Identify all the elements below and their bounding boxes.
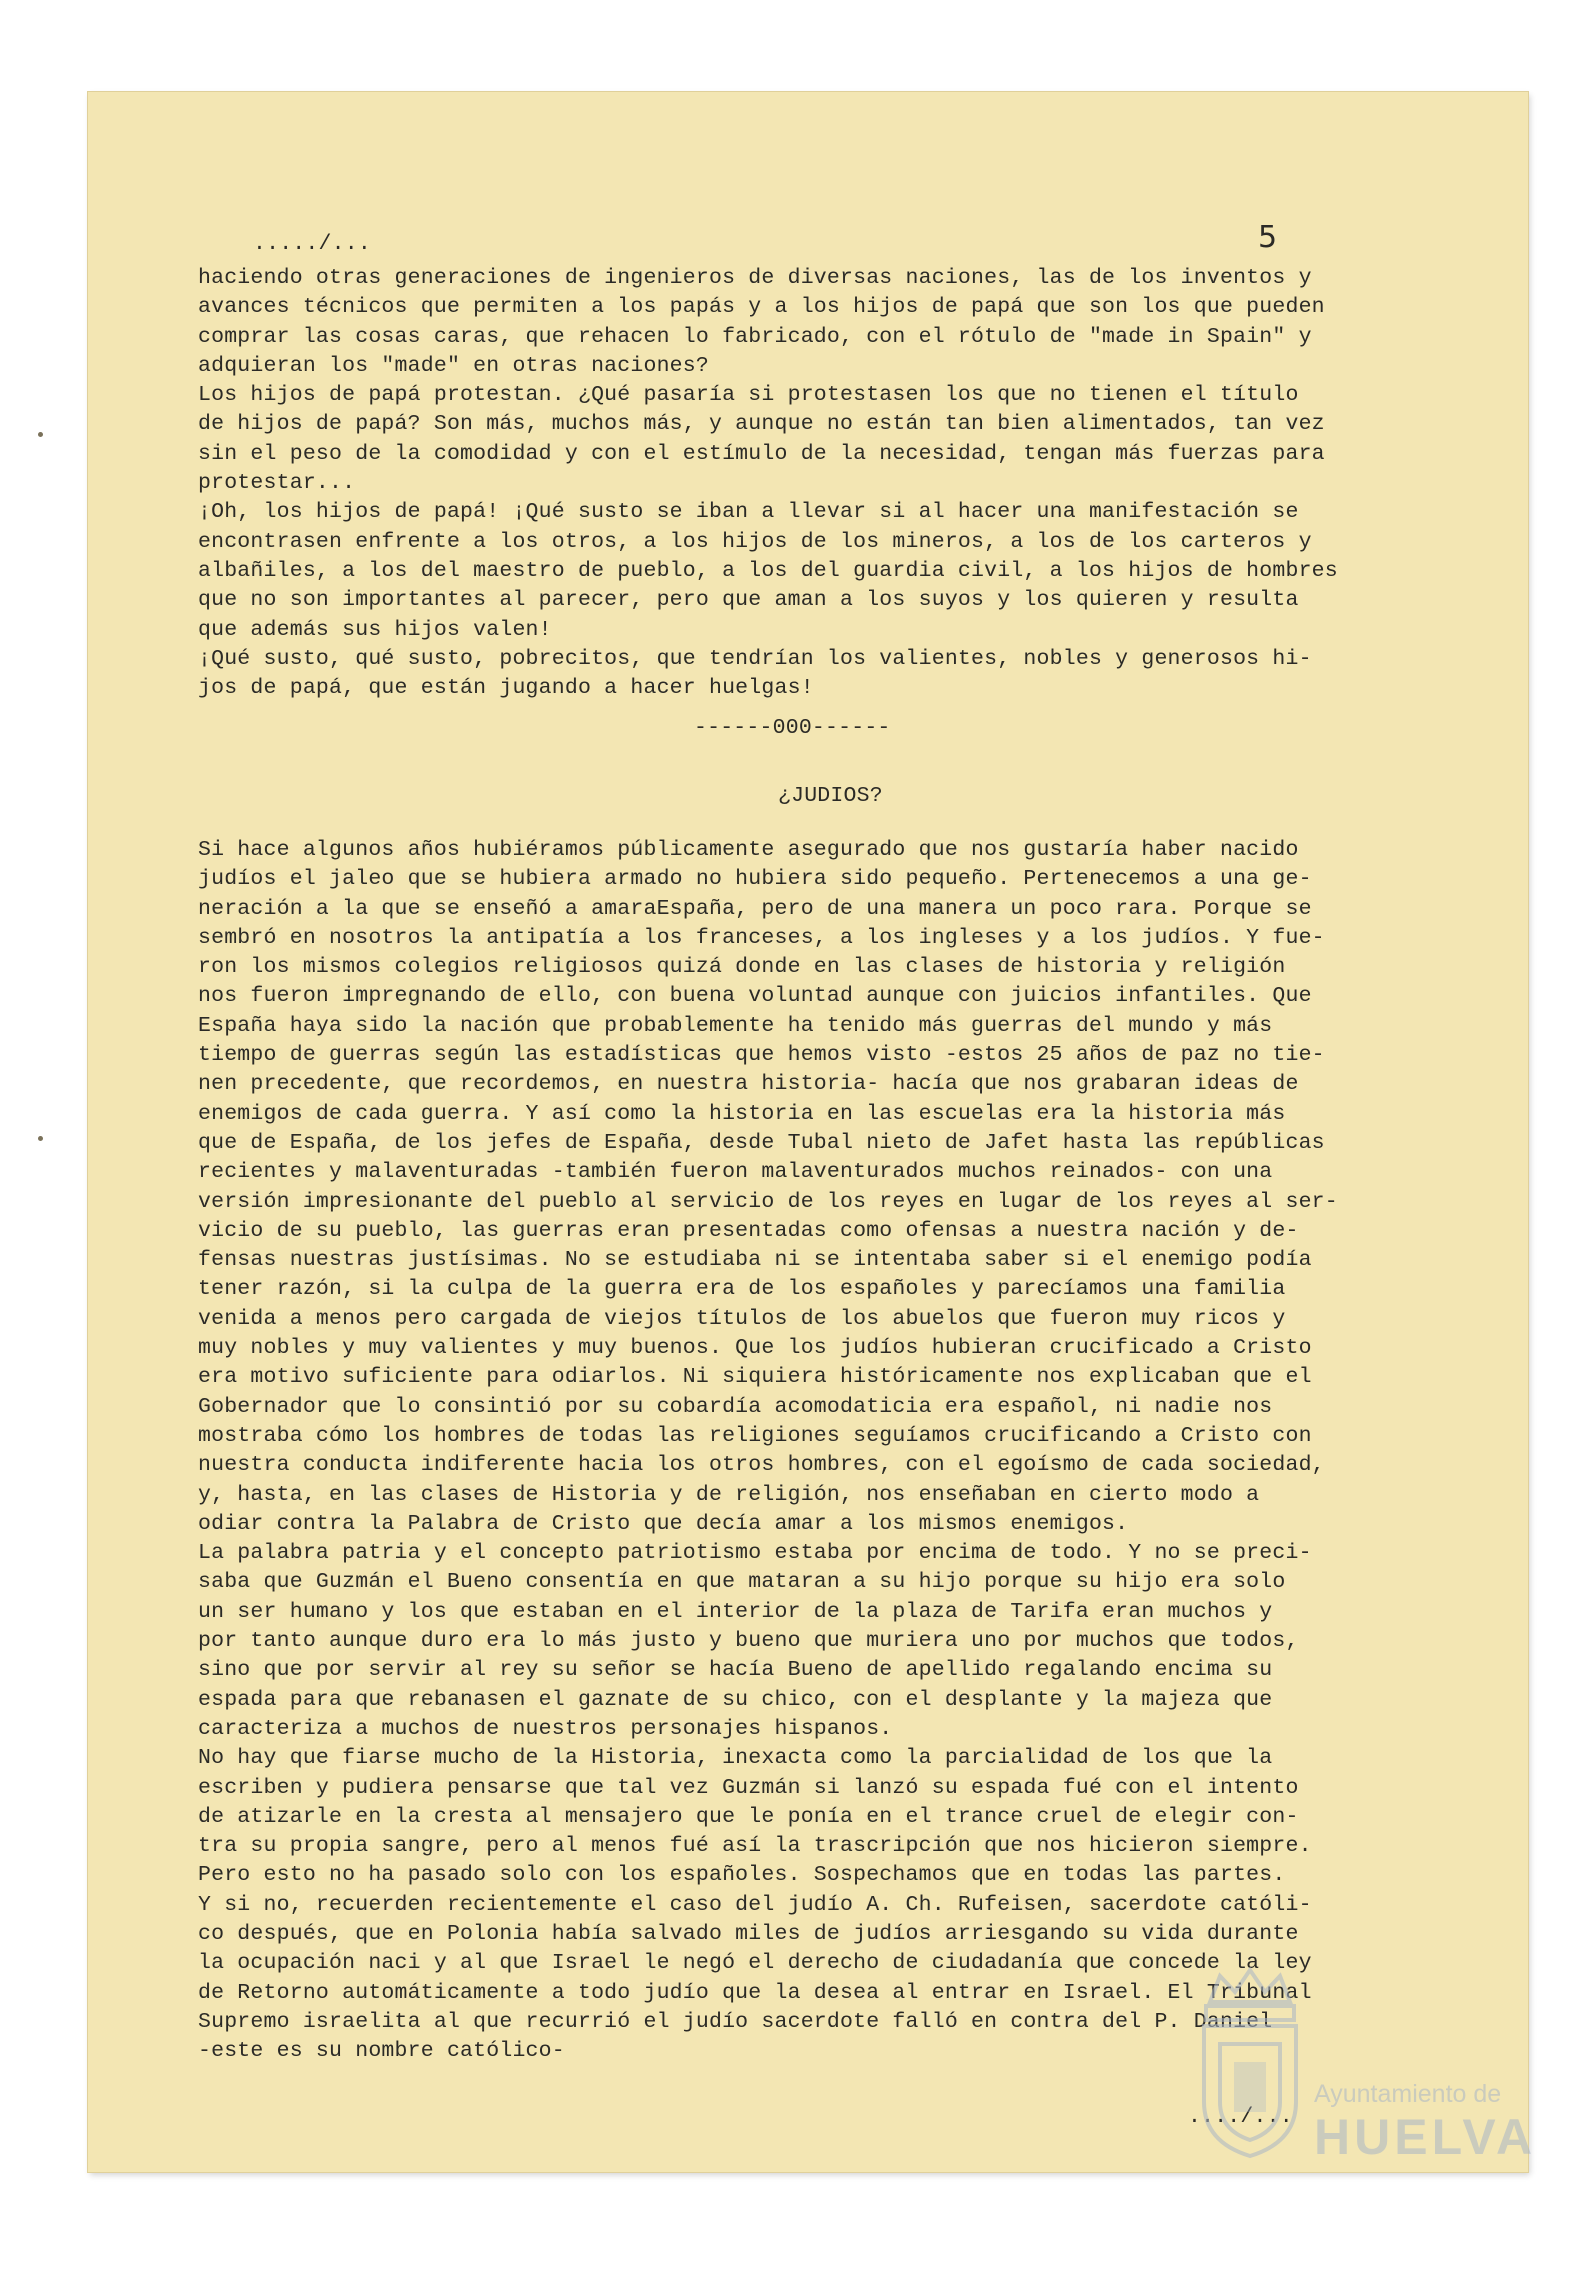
section2-line: Si hace algunos años hubiéramos públicamente asegurado que nos gustaría haber nacido <box>198 838 1299 862</box>
section1-line: encontrasen enfrente a los otros, a los hijos de los mineros, a los de los carteros y <box>198 529 1312 554</box>
section2-line: tra su propia sangre, pero al menos fué así la trascripción que nos hicieron siempre. <box>198 1834 1312 1859</box>
section2-line: era motivo suficiente para odiarlos. Ni siquiera históricamente nos explicaban que el <box>198 1365 1312 1390</box>
section2-line: Supremo israelita al que recurrió el judío sacerdote falló en contra del P. Daniel <box>198 2009 1273 2034</box>
section2-line: muy nobles y muy valientes y muy buenos. Que los judíos hubieran crucificado a Cristo <box>198 1336 1312 1361</box>
section2-line: por tanto aunque duro era lo más justo y bueno que muriera uno por muchos que todos, <box>198 1629 1299 1654</box>
section1-line: haciendo otras generaciones de ingenieros de diversas naciones, las de los inventos y <box>198 266 1312 290</box>
page-number: 5 <box>1258 220 1278 255</box>
section2-line: fensas nuestras justísimas. No se estudiaba ni se intentaba saber si el enemigo podía <box>198 1248 1312 1273</box>
section1-line: comprar las cosas caras, que rehacen lo fabricado, con el rótulo de "made in Spain" y <box>198 324 1312 349</box>
watermark <box>1092 1962 1537 2165</box>
margin-hole-mark <box>38 1136 43 1141</box>
section1-line: sin el peso de la comodidad y con el estímulo de la necesidad, tengan más fuerzas para <box>198 441 1325 466</box>
crest-icon <box>1190 1962 1310 2162</box>
section2-line: odiar contra la Palabra de Cristo que decía amar a los mismos enemigos. <box>198 1511 1129 1536</box>
section-title-judios: ¿JUDIOS? <box>778 784 883 808</box>
section2-line: ron los mismos colegios religiosos quizá donde en las clases de historia y religión <box>198 955 1286 980</box>
section2-line: escriben y pudiera pensarse que tal vez Guzmán si lanzó su espada fué con el intento <box>198 1775 1299 1800</box>
section2-line: nen precedente, que recordemos, en nuestra historia- hacía que nos grabaran ideas de <box>198 1072 1299 1097</box>
section2-line: -este es su nombre católico- <box>198 2039 565 2064</box>
section2-line: sino que por servir al rey su señor se hacía Bueno de apellido regalando encima su <box>198 1658 1273 1683</box>
section1-line: que no son importantes al parecer, pero que aman a los suyos y los quieren y resulta <box>198 588 1299 613</box>
section2-line: espada para que rebanasen el gaznate de su chico, con el desplante y la majeza que <box>198 1687 1273 1712</box>
section1-line: avances técnicos que permiten a los papás y a los hijos de papá que son los que pueden <box>198 295 1325 320</box>
section-judios <box>198 836 1338 2066</box>
section2-line: tiempo de guerras según las estadísticas que hemos visto -estos 25 años de paz no tie- <box>198 1043 1325 1068</box>
section2-line: neración a la que se enseñó a amaraEspaña, pero de una manera un poco rara. Porque se <box>198 896 1312 921</box>
section2-line: un ser humano y los que estaban en el interior de la plaza de Tarifa eran muchos y <box>198 1599 1273 1624</box>
document-page <box>88 92 1528 2172</box>
watermark-line-2: HUELVA <box>1314 2109 1537 2165</box>
section2-line: No hay que fiarse mucho de la Historia, inexacta como la parcialidad de los que la <box>198 1746 1273 1771</box>
section2-line: nuestra conducta indiferente hacia los otros hombres, con el egoísmo de cada sociedad, <box>198 1453 1325 1478</box>
section1-line: jos de papá, que están jugando a hacer huelgas! <box>198 676 814 701</box>
section2-line: venida a menos pero cargada de viejos títulos de los abuelos que fueron muy ricos y <box>198 1306 1286 1331</box>
section2-line: enemigos de cada guerra. Y así como la historia en las escuelas era la historia más <box>198 1101 1286 1126</box>
section2-line: de atizarle en la cresta al mensajero que le ponía en el trance cruel de elegir con- <box>198 1804 1299 1829</box>
section2-line: co después, que en Polonia había salvado miles de judíos arriesgando su vida durante <box>198 1921 1299 1946</box>
section2-line: España haya sido la nación que probablemente ha tenido más guerras del mundo y más <box>198 1013 1273 1038</box>
section1-line: albañiles, a los del maestro de pueblo, a los del guardia civil, a los hijos de hombres <box>198 558 1338 583</box>
section2-line: judíos el jaleo que se hubiera armado no hubiera sido pequeño. Pertenecemos a una ge- <box>198 867 1312 892</box>
continuation-header: ...../... <box>253 232 371 256</box>
section2-line: La palabra patria y el concepto patriotismo estaba por encima de todo. Y no se preci- <box>198 1541 1312 1566</box>
section2-line: Y si no, recuerden recientemente el caso del judío A. Ch. Rufeisen, sacerdote católi- <box>198 1892 1312 1917</box>
section2-line: versión impresionante del pueblo al servicio de los reyes en lugar de los reyes al ser- <box>198 1189 1338 1214</box>
section2-line: recientes y malaventuradas -también fueron malaventurados muchos reinados- con una <box>198 1160 1273 1185</box>
section-hijos-de-papa <box>198 264 1338 703</box>
watermark-line-1: Ayuntamiento de <box>1314 2080 1502 2108</box>
section2-line: Pero esto no ha pasado solo con los españoles. Sospechamos que en todas las partes. <box>198 1863 1286 1888</box>
section2-line: la ocupación naci y al que Israel le negó el derecho de ciudadanía que concede la ley <box>198 1951 1312 1976</box>
section1-line: que además sus hijos valen! <box>198 617 552 642</box>
section2-line: Gobernador que lo consintió por su cobardía acomodaticia era español, ni nadie nos <box>198 1394 1273 1419</box>
margin-hole-mark <box>38 432 43 437</box>
section2-line: caracteriza a muchos de nuestros personajes hispanos. <box>198 1716 893 1741</box>
section-separator: ------000------ <box>694 716 891 740</box>
section2-line: y, hasta, en las clases de Historia y de religión, nos enseñaban en cierto modo a <box>198 1482 1260 1507</box>
section2-line: mostraba cómo los hombres de todas las religiones seguíamos crucificando a Cristo con <box>198 1423 1312 1448</box>
section2-line: vicio de su pueblo, las guerras eran presentadas como ofensas a nuestra nación y de- <box>198 1218 1299 1243</box>
section1-line: Los hijos de papá protestan. ¿Qué pasaría si protestasen los que no tienen el título <box>198 383 1299 408</box>
section2-line: tener razón, si la culpa de la guerra era de los españoles y parecíamos una familia <box>198 1277 1286 1302</box>
section2-line: que de España, de los jefes de España, desde Tubal nieto de Jafet hasta las repúblicas <box>198 1130 1325 1155</box>
continuation-footer: ..../... <box>1188 2105 1293 2129</box>
section2-line: nos fueron impregnando de ello, con buena voluntad aunque con juicios infantiles. Que <box>198 984 1312 1009</box>
section1-line: adquieran los "made" en otras naciones? <box>198 353 709 378</box>
section2-line: saba que Guzmán el Bueno consentía en que mataran a su hijo porque su hijo era solo <box>198 1570 1286 1595</box>
section1-line: ¡Oh, los hijos de papá! ¡Qué susto se iban a llevar si al hacer una manifestación se <box>198 500 1299 525</box>
section1-line: de hijos de papá? Son más, muchos más, y aunque no están tan bien alimentados, tan vez <box>198 412 1325 437</box>
section1-line: protestar... <box>198 471 356 496</box>
section1-line: ¡Qué susto, qué susto, pobrecitos, que tendrían los valientes, nobles y generosos hi- <box>198 646 1312 671</box>
section2-line: de Retorno automáticamente a todo judío que la desea al entrar en Israel. El Tribunal <box>198 1980 1312 2005</box>
section2-line: sembró en nosotros la antipatía a los franceses, a los ingleses y a los judíos. Y fue- <box>198 925 1325 950</box>
